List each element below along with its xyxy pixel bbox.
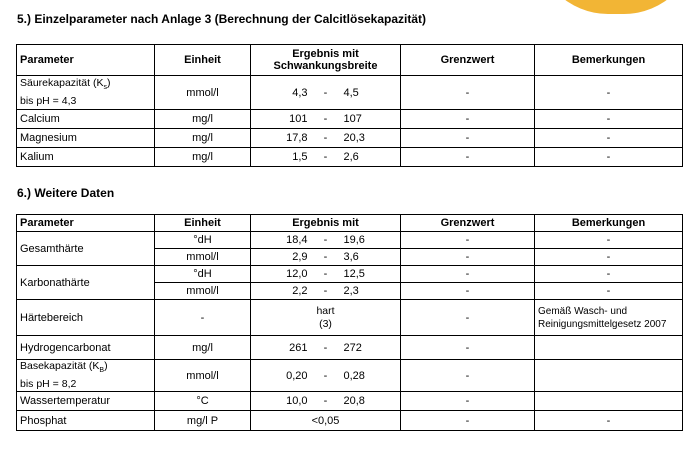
unit-cell: mmol/l bbox=[155, 283, 251, 300]
section5-title: 5.) Einzelparameter nach Anlage 3 (Berechnung der Calcitlösekapazität) bbox=[17, 12, 427, 26]
unit-cell: mg/l bbox=[155, 336, 251, 360]
grenzwert-cell: - bbox=[401, 392, 535, 411]
unit-cell: °dH bbox=[155, 266, 251, 283]
result-cell: 12,0 - 12,5 bbox=[251, 266, 401, 283]
table-row bbox=[17, 300, 683, 336]
result-cell: <0,05 bbox=[251, 411, 401, 431]
bemerkung-cell: - bbox=[535, 266, 683, 283]
result-cell: hart (3) bbox=[251, 300, 401, 336]
param-name: Härtebereich bbox=[17, 300, 155, 336]
grenzwert-cell: - bbox=[401, 300, 535, 336]
bemerkung-cell: - bbox=[535, 411, 683, 431]
result-cell: 17,8 - 20,3 bbox=[251, 129, 401, 148]
param-name: Gesamthärte bbox=[17, 232, 155, 266]
table-row bbox=[17, 129, 683, 148]
grenzwert-cell: - bbox=[401, 129, 535, 148]
result-cell: 2,9 - 3,6 bbox=[251, 249, 401, 266]
unit-cell: mg/l bbox=[155, 148, 251, 167]
grenzwert-cell: - bbox=[401, 360, 535, 392]
param-name: Karbonathärte bbox=[17, 266, 155, 300]
grenzwert-cell: - bbox=[401, 336, 535, 360]
grenzwert-cell: - bbox=[401, 76, 535, 110]
bemerkung-cell bbox=[535, 360, 683, 392]
param-name: Säurekapazität $(K_s)$ bis pH = 4,3 bbox=[17, 76, 155, 110]
result-cell: 0,20 - 0,28 bbox=[251, 360, 401, 392]
table-row bbox=[17, 411, 683, 431]
unit-cell: mmol/l bbox=[155, 249, 251, 266]
header-grenzwert: Grenzwert bbox=[401, 45, 535, 76]
grenzwert-cell: - bbox=[401, 411, 535, 431]
result-cell: 261 - 272 bbox=[251, 336, 401, 360]
param-name: Wassertemperatur bbox=[17, 392, 155, 411]
section6-title: 6.) Weitere Daten bbox=[17, 186, 115, 200]
param-name: Hydrogencarbonat bbox=[17, 336, 155, 360]
table-row bbox=[17, 360, 683, 392]
bemerkung-cell: - bbox=[535, 232, 683, 249]
bemerkung-cell: - bbox=[535, 110, 683, 129]
header-ergebnis-line1: Ergebnis mit bbox=[292, 48, 359, 60]
header-ergebnis: Ergebnis mit bbox=[251, 215, 401, 232]
table-row bbox=[17, 76, 683, 110]
unit-cell: °dH bbox=[155, 232, 251, 249]
bemerkung-cell: Gemäß Wasch- und Reinigungsmittelgesetz 2007 bbox=[535, 300, 683, 336]
table-row bbox=[17, 392, 683, 411]
bemerkung-cell bbox=[535, 336, 683, 360]
decorative-orange-shape bbox=[536, 0, 690, 14]
grenzwert-cell: - bbox=[401, 283, 535, 300]
param-name: Magnesium bbox=[17, 129, 155, 148]
header-parameter: Parameter bbox=[17, 215, 155, 232]
table-section5 bbox=[16, 44, 683, 167]
param-name: Kalium bbox=[17, 148, 155, 167]
bemerkung-cell: - bbox=[535, 283, 683, 300]
result-cell: 2,2 - 2,3 bbox=[251, 283, 401, 300]
grenzwert-cell: - bbox=[401, 266, 535, 283]
unit-cell: °C bbox=[155, 392, 251, 411]
unit-cell: mg/l P bbox=[155, 411, 251, 431]
table-section6 bbox=[16, 214, 683, 431]
result-cell: 4,3 - 4,5 bbox=[251, 76, 401, 110]
table-header-row bbox=[17, 45, 683, 76]
table-row bbox=[17, 232, 683, 249]
table-row bbox=[17, 266, 683, 283]
grenzwert-cell: - bbox=[401, 110, 535, 129]
bemerkung-cell: - bbox=[535, 148, 683, 167]
table-row bbox=[17, 148, 683, 167]
unit-cell: mmol/l bbox=[155, 360, 251, 392]
grenzwert-cell: - bbox=[401, 148, 535, 167]
table-header-row bbox=[17, 215, 683, 232]
header-einheit: Einheit bbox=[155, 215, 251, 232]
result-cell: 10,0 - 20,8 bbox=[251, 392, 401, 411]
grenzwert-cell: - bbox=[401, 249, 535, 266]
bemerkung-cell: - bbox=[535, 76, 683, 110]
unit-cell: mg/l bbox=[155, 110, 251, 129]
result-cell: 1,5 - 2,6 bbox=[251, 148, 401, 167]
table-row bbox=[17, 110, 683, 129]
unit-cell: mg/l bbox=[155, 129, 251, 148]
result-cell: 18,4 - 19,6 bbox=[251, 232, 401, 249]
bemerkung-cell: - bbox=[535, 249, 683, 266]
header-ergebnis bbox=[251, 45, 401, 76]
result-cell: 101 - 107 bbox=[251, 110, 401, 129]
bemerkung-cell bbox=[535, 392, 683, 411]
unit-cell: - bbox=[155, 300, 251, 336]
table-row bbox=[17, 336, 683, 360]
param-name: Basekapazität $(K_B)$ bis pH = 8,2 bbox=[17, 360, 155, 392]
param-name: Calcium bbox=[17, 110, 155, 129]
param-name: Phosphat bbox=[17, 411, 155, 431]
header-parameter: Parameter bbox=[17, 45, 155, 76]
header-einheit: Einheit bbox=[155, 45, 251, 76]
header-bemerkungen: Bemerkungen bbox=[535, 45, 683, 76]
header-grenzwert: Grenzwert bbox=[401, 215, 535, 232]
bemerkung-cell: - bbox=[535, 129, 683, 148]
header-ergebnis-line2: Schwankungsbreite bbox=[273, 60, 378, 72]
unit-cell: mmol/l bbox=[155, 76, 251, 110]
header-bemerkungen: Bemerkungen bbox=[535, 215, 683, 232]
grenzwert-cell: - bbox=[401, 232, 535, 249]
